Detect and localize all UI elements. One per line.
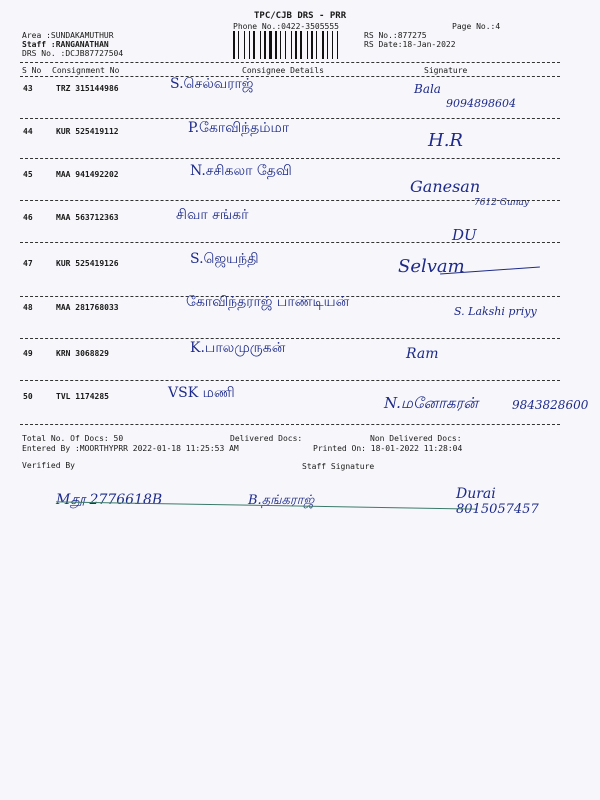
barcode-bar (295, 31, 297, 59)
row-divider (20, 118, 560, 119)
barcode-bar (287, 31, 290, 59)
barcode-bar (233, 31, 235, 59)
barcode-bar (298, 31, 299, 59)
verifier-handwriting: Mதூ 2776618B (56, 492, 163, 508)
table-row (20, 127, 560, 167)
row-consignment: MAA 281768033 (56, 303, 119, 312)
row-sno: 44 (23, 127, 33, 136)
row-consignment: TVL 1174285 (56, 392, 109, 401)
barcode-bar (246, 31, 248, 59)
entered-by: Entered By :MOORTHYPRR 2022-01-18 11:25:53 AM (22, 444, 239, 453)
barcode-bar (314, 31, 315, 59)
barcode-bar (322, 31, 324, 59)
staff-name: RANGANATHAN (55, 40, 109, 49)
total-docs: Total No. Of Docs: 50 (22, 434, 124, 443)
barcode-bar (316, 31, 317, 59)
barcode-bar (311, 31, 313, 59)
printed-on: Printed On: 18-01-2022 11:28:04 (313, 444, 463, 453)
column-signature: Signature (424, 66, 468, 75)
barcode-bar (309, 31, 310, 59)
column-sno: S No (22, 66, 42, 75)
signature-handwriting: Selvam (398, 256, 465, 277)
barcode-bar (262, 31, 263, 59)
barcode-bar (251, 31, 252, 59)
barcode-bar (256, 31, 259, 59)
barcode-bar (337, 31, 338, 59)
consignee-handwriting: கோவிந்தராஜ் பாண்டியன் (186, 294, 350, 310)
barcode-bar (303, 31, 306, 59)
row-consignment: KUR 525419126 (56, 259, 119, 268)
barcode-bar (285, 31, 286, 59)
signature-extra-handwriting: 7612 Gunay (474, 198, 529, 208)
barcode-bar (300, 31, 302, 59)
signature-handwriting: Bala (414, 82, 441, 96)
barcode-bar (269, 31, 272, 59)
row-divider (20, 380, 560, 381)
barcode-bar (278, 31, 279, 59)
signature-phone-handwriting: 9094898604 (446, 97, 516, 110)
page-number: Page No.:4 (452, 22, 501, 31)
document-title: TPC/CJB DRS - PRR (254, 11, 347, 21)
staff-handwriting: B.தங்கராஜ் (248, 493, 315, 508)
barcode-bar (236, 31, 237, 59)
barcode-bar (249, 31, 250, 59)
table-row (20, 259, 560, 299)
row-consignment: TRZ 315144986 (56, 84, 119, 93)
staff-signature-handwriting: Durai (456, 486, 496, 502)
header-rule-bottom (20, 76, 560, 77)
barcode-bar (318, 31, 321, 59)
table-row (20, 392, 560, 432)
signature-handwriting: Ram (406, 346, 439, 362)
row-sno: 50 (23, 392, 33, 401)
rs-number: RS No.:877275 (364, 31, 427, 40)
staff-field (22, 40, 109, 49)
row-consignment: MAA 563712363 (56, 213, 119, 222)
signature-handwriting: H.R (428, 130, 463, 151)
barcode-bar (293, 31, 294, 59)
barcode-bar (267, 31, 268, 59)
drs-number: DRS No. :DCJB87727504 (22, 49, 124, 58)
row-sno: 46 (23, 213, 33, 222)
row-sno: 48 (23, 303, 33, 312)
signature-handwriting: N.மனோகரன் (384, 394, 478, 412)
staff-label: Staff : (22, 40, 56, 49)
verified-by-label: Verified By (22, 461, 75, 470)
consignee-handwriting: S.ஜெயந்தி (190, 251, 259, 267)
header-rule-top (20, 62, 560, 63)
consignee-handwriting: VSK மணி (168, 385, 235, 401)
consignee-handwriting: K.பாலமுருகன் (190, 340, 286, 356)
consignee-handwriting: N.சசிகலா தேவி (190, 163, 292, 179)
row-sno: 49 (23, 349, 33, 358)
barcode-bar (280, 31, 281, 59)
barcode-bar (291, 31, 292, 59)
row-sno: 47 (23, 259, 33, 268)
barcode-bar (238, 31, 239, 59)
row-divider (20, 158, 560, 159)
consignee-handwriting: P.கோவிந்தம்மா (188, 120, 290, 136)
row-consignment: MAA 941492202 (56, 170, 119, 179)
rs-date: RS Date:18-Jan-2022 (364, 40, 456, 49)
barcode (233, 31, 357, 59)
barcode-bar (327, 31, 328, 59)
signature-handwriting: S. Lakshi priyy (454, 305, 537, 318)
row-divider (20, 200, 560, 201)
barcode-bar (329, 31, 331, 59)
column-consignee: Consignee Details (242, 66, 324, 75)
barcode-bar (260, 31, 261, 59)
barcode-bar (334, 31, 336, 59)
column-consignment: Consignment No (52, 66, 120, 75)
barcode-bar (282, 31, 284, 59)
signature-handwriting: Ganesan (410, 177, 481, 196)
non-delivered-docs: Non Delivered Docs: (370, 434, 462, 443)
consignee-handwriting: S.செல்வராஜ் (170, 76, 254, 92)
barcode-bar (339, 31, 342, 59)
consignee-handwriting: சிவா சங்கர் (176, 207, 249, 223)
row-divider (20, 424, 560, 425)
row-consignment: KUR 525419112 (56, 127, 119, 136)
barcode-bar (307, 31, 308, 59)
table-row (20, 213, 560, 253)
row-divider (20, 338, 560, 339)
phone-number: Phone No.:0422-3505555 (233, 22, 339, 31)
barcode-bar (240, 31, 243, 59)
delivered-docs: Delivered Docs: (230, 434, 303, 443)
row-sno: 43 (23, 84, 33, 93)
area-field: Area :SUNDAKAMUTHUR (22, 31, 114, 40)
table-row (20, 349, 560, 389)
signature-phone-handwriting: 9843828600 (512, 398, 589, 412)
barcode-bar (275, 31, 277, 59)
staff-phone-handwriting: 8015057457 (456, 502, 539, 517)
row-consignment: KRN 3068829 (56, 349, 109, 358)
barcode-bar (264, 31, 266, 59)
barcode-bar (325, 31, 326, 59)
row-sno: 45 (23, 170, 33, 179)
signature-extra-handwriting: DU (452, 226, 477, 244)
barcode-bar (253, 31, 255, 59)
row-divider (20, 242, 560, 243)
barcode-bar (332, 31, 333, 59)
barcode-bar (273, 31, 274, 59)
staff-signature-label: Staff Signature (302, 462, 375, 471)
barcode-bar (244, 31, 245, 59)
